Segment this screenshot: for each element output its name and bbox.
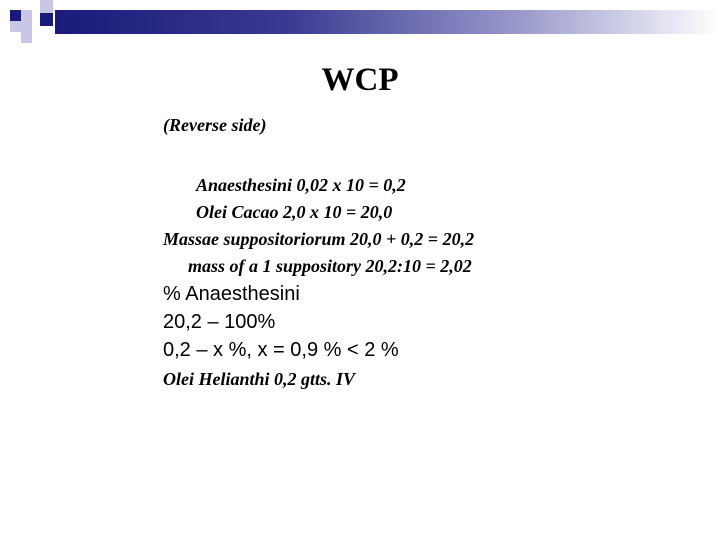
proportion-line-1: 20,2 – 100% bbox=[163, 311, 276, 333]
decor-square bbox=[40, 13, 53, 26]
decor-square bbox=[21, 10, 32, 21]
decor-square bbox=[40, 0, 53, 13]
decor-square bbox=[10, 21, 21, 32]
calc-line-anaesthesini: Anaesthesini 0,02 x 10 = 0,2 bbox=[196, 175, 406, 195]
calc-line-cacao: Olei Cacao 2,0 x 10 = 20,0 bbox=[196, 202, 393, 222]
decor-square bbox=[10, 10, 21, 21]
decor-square bbox=[21, 32, 32, 43]
slide-title: WCP bbox=[321, 62, 399, 98]
slide-subtitle: (Reverse side) bbox=[163, 115, 267, 135]
header-gradient-bar bbox=[55, 10, 720, 34]
calc-line-suppository-mass: mass of a 1 suppository 20,2:10 = 2,02 bbox=[188, 256, 472, 276]
decor-square bbox=[21, 21, 32, 32]
percent-heading: % Anaesthesini bbox=[163, 283, 300, 305]
calc-line-helianthi: Olei Helianthi 0,2 gtts. IV bbox=[163, 369, 356, 389]
calc-line-massae: Massae suppositoriorum 20,0 + 0,2 = 20,2 bbox=[163, 229, 475, 249]
proportion-line-2: 0,2 – x %, x = 0,9 % < 2 % bbox=[163, 339, 399, 361]
